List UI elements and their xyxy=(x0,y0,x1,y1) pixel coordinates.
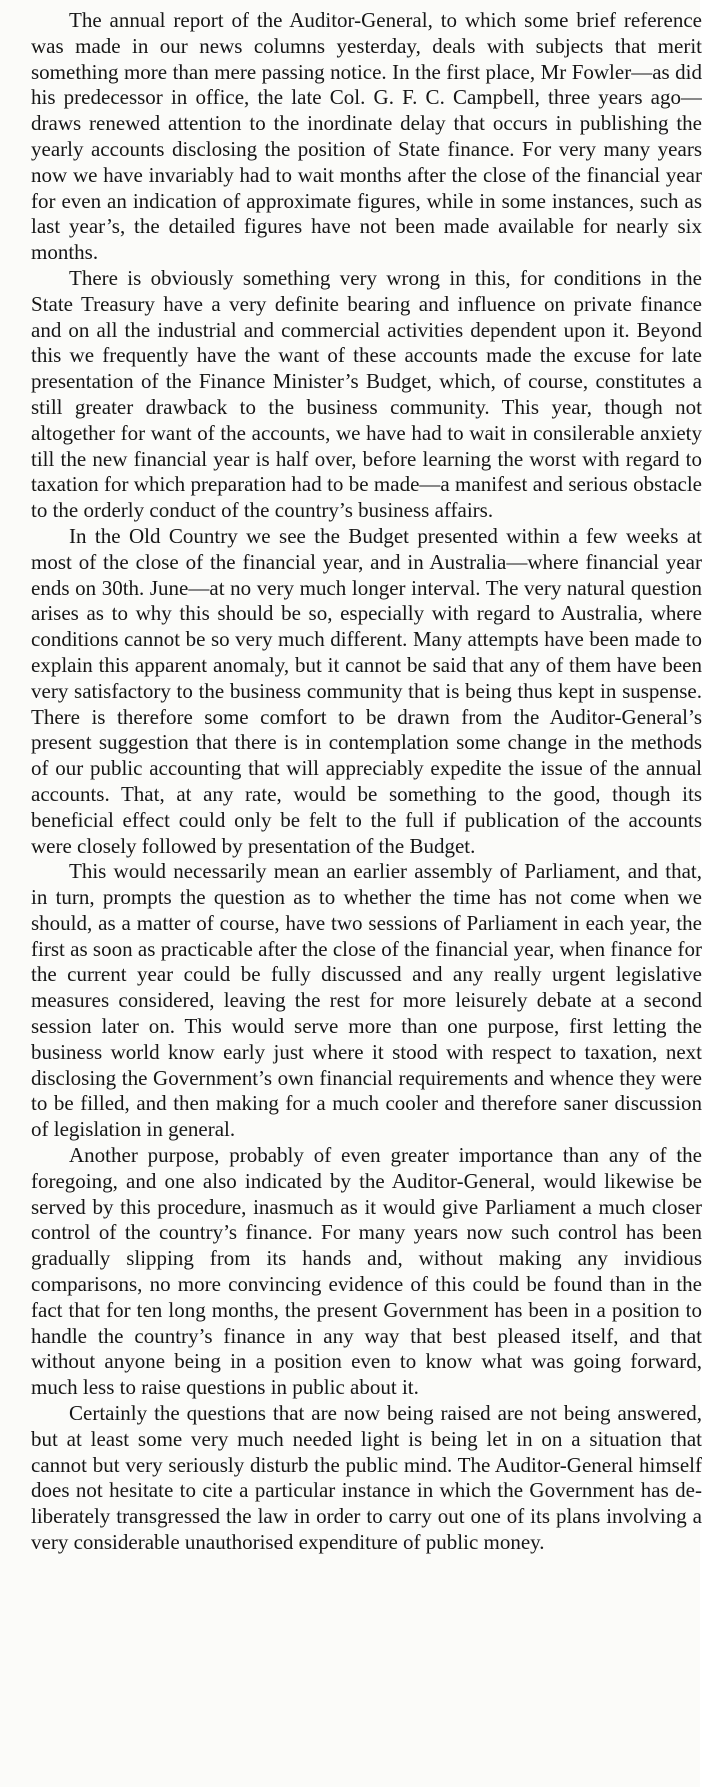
paragraph-2: There is obviously something very wrong in this, for conditions in the State Treasury have a very definite bearing and influence on private finance and on all the industrial and commercial activities dependent upon it. Beyond this we frequently have the want of these accounts made the excuse for late presentation of the Finance Minister’s Budget, which, of course, constitutes a still greater drawback to the business community. This year, though not altogether for want of the accounts, we have had to wait in consilerable anxiety till the new financial year is half over, before learning the worst with regard to taxation for which preparation had to be made—a manifest and serious obstacle to the orderly conduct of the country’s business affairs. xyxy=(31,265,702,523)
paragraph-4: This would necessarily mean an earlier assembly of Parliament, and that, in turn, prompts the question as to whether the time has not come when we should, as a matter of course, have two sessions of Parliament in each year, the first as soon as practicable after the close of the financial year, when finance for the current year could be fully discussed and any really urgent legislative measures considered, leaving the rest for more leisurely debate at a second session later on. This would serve more than one purpose, first letting the business world know early just where it stood with respect to taxation, next disclosing the Government’s own financial requirements and whence they were to be filled, and then making for a much cooler and therefore saner discussion of legislation in general. xyxy=(31,859,702,1142)
paragraph-3: In the Old Country we see the Budget presented within a few weeks at most of the close of the financial year, and in Australia—where financial year ends on 30th. June—at no very much longer interval. The very natural question arises as to why this should be so, especially with regard to Australia, where conditions cannot be so very much different. Many attempts have been made to explain this apparent anomaly, but it cannot be said that any of them have been very satisfactory to the business community that is being thus kept in suspense. There is therefore some comfort to be drawn from the Auditor-General’s present suggestion that there is in contemplation some change in the methods of our public accounting that will appreciably expedite the issue of the annual accounts. That, at any rate, would be something to the good, though its beneficial effect could only be felt to the full if publication of the accounts were closely followed by presentation of the Budget. xyxy=(31,523,702,858)
paragraph-6: Certainly the questions that are now being raised are not being answered, but at least some very much needed light is being let in on a situation that cannot but very seriously disturb the public mind. The Auditor-General himself does not hesitate to cite a particular instance in which the Government has deliberately transgressed the law in order to carry out one of its plans involving a very considerable unauthorised expenditure of public money. xyxy=(31,1401,702,1555)
paragraph-5: Another purpose, probably of even greater importance than any of the foregoing, and one also indicated by the Auditor-General, would likewise be served by this procedure, inasmuch as it would give Parliament a much closer control of the country’s finance. For many years now such control has been gradually slipping from its hands and, without making any invidious comparisons, no more convincing evidence of this could be found than in the fact that for ten long months, the present Government has been in a position to handle the country’s finance in any way that best pleased itself, and that without anyone being in a position even to know what was going forward, much less to raise questions in public about it. xyxy=(31,1143,702,1400)
editorial-column xyxy=(31,8,702,1556)
paragraph-1: The annual report of the Auditor-General, to which some brief reference was made in our news columns yesterday, deals with subjects that merit something more than mere passing notice. In the first place, Mr Fowler—as did his predecessor in office, the late Col. G. F. C. Campbell, three years ago—draws renewed attention to the inordinate delay that occurs in publishing the yearly accounts disclosing the position of State finance. For very many years now we have invariably had to wait months after the close of the financial year for even an indication of approximate figures, while in some instances, such as last year’s, the detailed figures have not been made available for nearly six months. xyxy=(31,8,702,265)
